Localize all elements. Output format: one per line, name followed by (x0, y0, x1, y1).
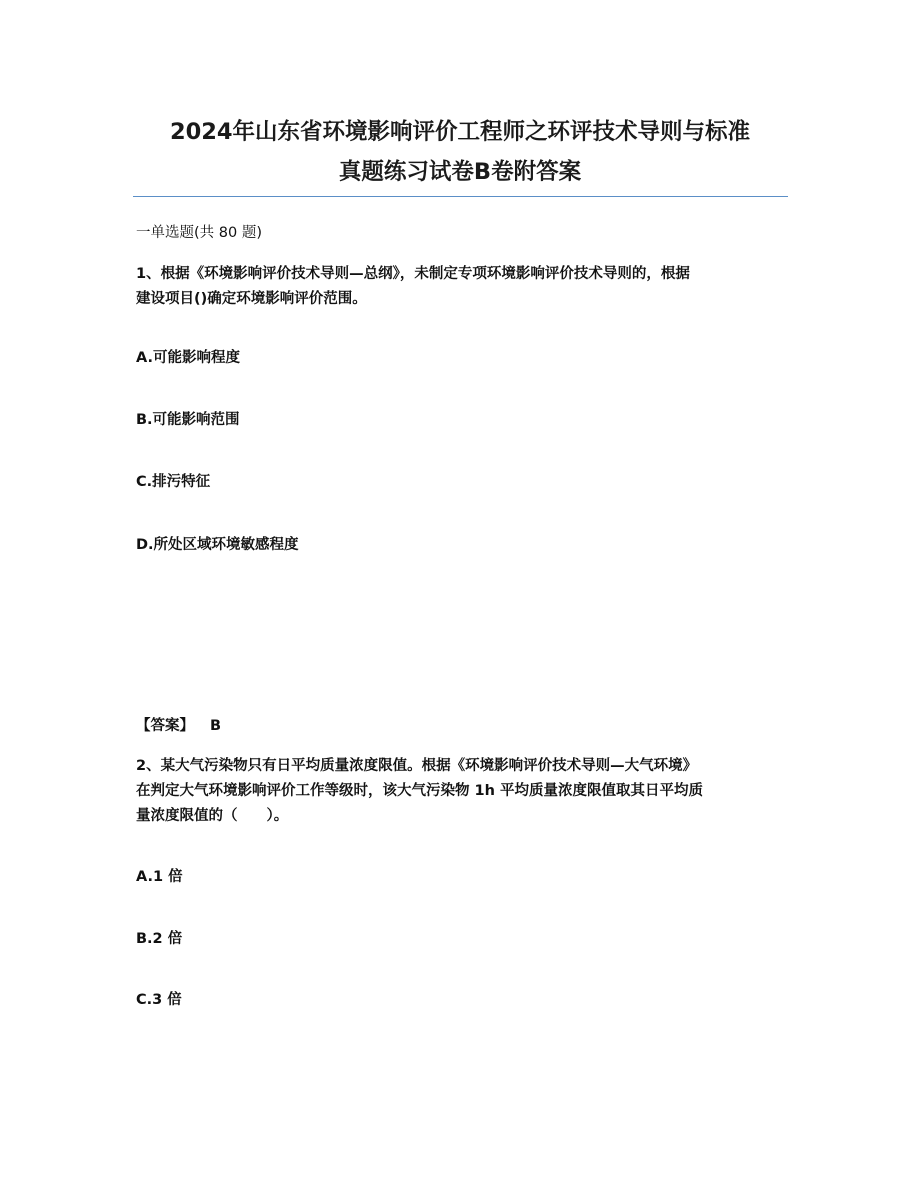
answer-label: 【答案】 (136, 718, 194, 734)
question-1-text-line-2: 建设项目()确定环境影响评价范围。 (136, 291, 367, 307)
section-heading: 一单选题(共 80 题) (136, 225, 262, 241)
question-2-text-line-1: 2、某大气污染物只有日平均质量浓度限值。根据《环境影响评价技术导则—大气环境》 (136, 758, 698, 774)
question-2-text-line-2: 在判定大气环境影响评价工作等级时，该大气污染物 1h 平均质量浓度限值取其日平均质 (136, 783, 704, 799)
question-1-option-c: C.排污特征 (136, 474, 211, 490)
document-title-line-2: 真题练习试卷B卷附答案 (338, 159, 582, 185)
question-1-text-line-1: 1、根据《环境影响评价技术导则—总纲》，未制定专项环境影响评价技术导则的，根据 (136, 266, 690, 282)
question-1-option-d: D.所处区域环境敏感程度 (136, 537, 299, 553)
question-1-option-b: B.可能影响范围 (136, 412, 240, 428)
question-2-text-line-3: 量浓度限值的（ ）。 (136, 808, 289, 824)
question-1-answer (136, 714, 786, 738)
document-title-line-1: 2024年山东省环境影响评价工程师之环评技术导则与标准 (169, 119, 751, 145)
answer-value: B (210, 718, 222, 734)
question-2-option-b: B.2 倍 (136, 931, 183, 947)
question-1-option-a: A.可能影响程度 (136, 350, 240, 366)
title-divider (133, 196, 788, 197)
question-2-option-a: A.1 倍 (136, 869, 183, 885)
question-2-option-c: C.3 倍 (136, 992, 182, 1008)
